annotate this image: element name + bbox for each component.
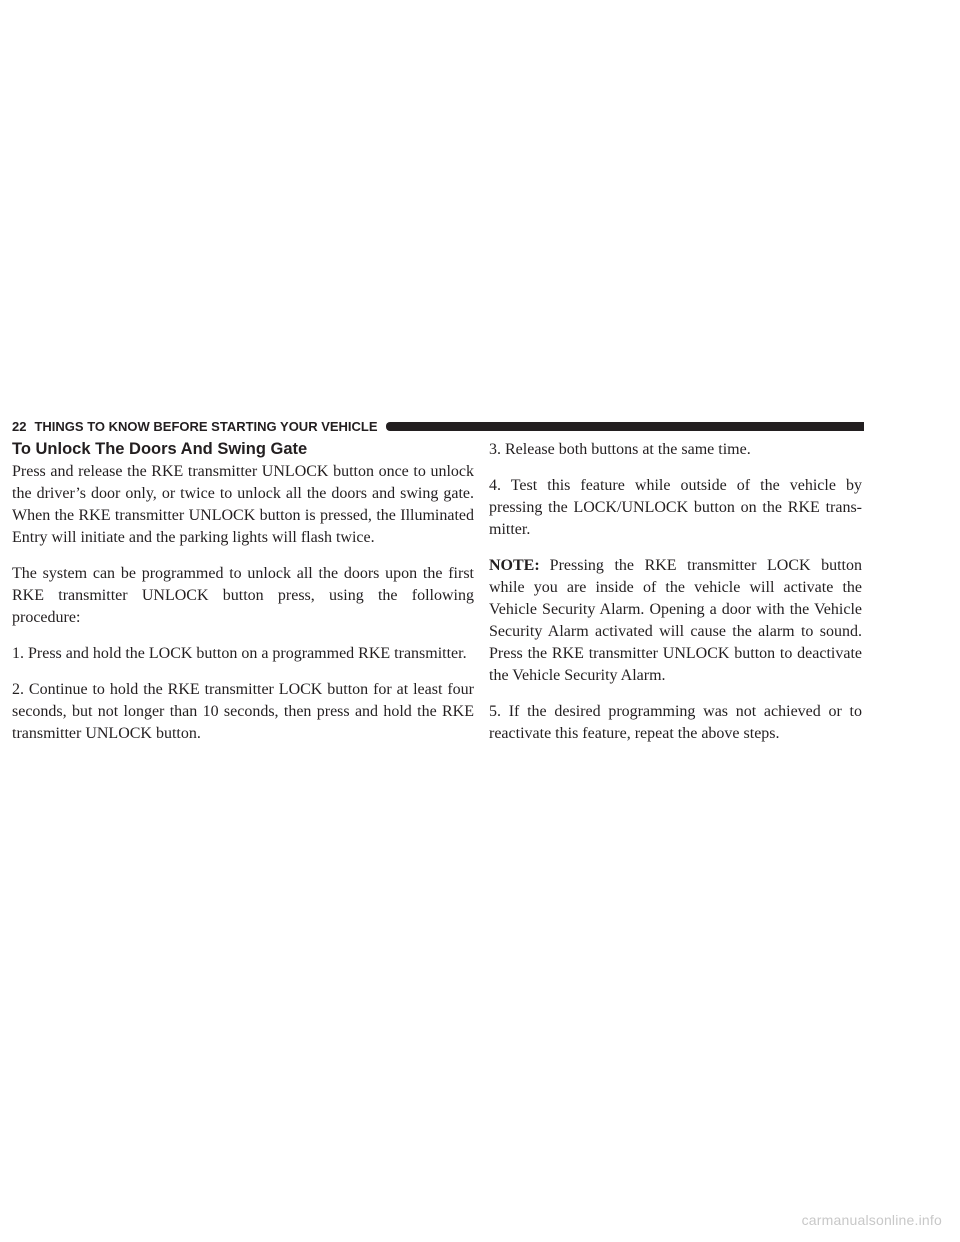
paragraph-unlock-description: Press and release the RKE transmitter UNLOCK button once to unlock the driver’s door only, or twice to unlock all the doors and swing gate. When the RKE transmitter UNLOCK button is pressed, the Illuminated Entry will initiate and the parking lights will flash twice. [12, 463, 474, 546]
left-column [12, 439, 474, 759]
right-column [489, 439, 862, 759]
step-1: 1. Press and hold the LOCK button on a programmed RKE transmitter. [12, 645, 467, 662]
page-header [12, 416, 864, 436]
note-text: Pressing the RKE transmitter LOCK button while you are inside of the vehicle will activate the Vehicle Security Alarm. Opening a door with the Vehicle Security Alarm activated will cause the alarm to sound. Press the RKE transmitter UNLOCK button to deactivate the Vehicle Security Alarm. [489, 557, 862, 684]
step-4: 4. Test this feature while outside of the vehicle by pressing the LOCK/UNLOCK button on the RKE trans-mitter. [489, 477, 862, 538]
step-3: 3. Release both buttons at the same time. [489, 441, 751, 458]
paragraph-programming-intro: The system can be programmed to unlock all the doors upon the first RKE transmitter UNLOCK button press, using the following procedure: [12, 565, 474, 626]
note-label: NOTE: [489, 557, 540, 574]
header-rule [386, 422, 864, 431]
step-2: 2. Continue to hold the RKE transmitter LOCK button for at least four seconds, but not longer than 10 seconds, then press and hold the RKE transmitter UNLOCK button. [12, 681, 474, 742]
step-5: 5. If the desired programming was not achieved or to reactivate this feature, repeat the above steps. [489, 703, 862, 742]
running-head: THINGS TO KNOW BEFORE STARTING YOUR VEHICLE [34, 418, 378, 434]
page-number: 22 [12, 418, 27, 434]
note [489, 555, 862, 687]
section-heading: To Unlock The Doors And Swing Gate [12, 440, 308, 458]
footer-watermark: carmanualsonline.info [801, 1212, 942, 1228]
